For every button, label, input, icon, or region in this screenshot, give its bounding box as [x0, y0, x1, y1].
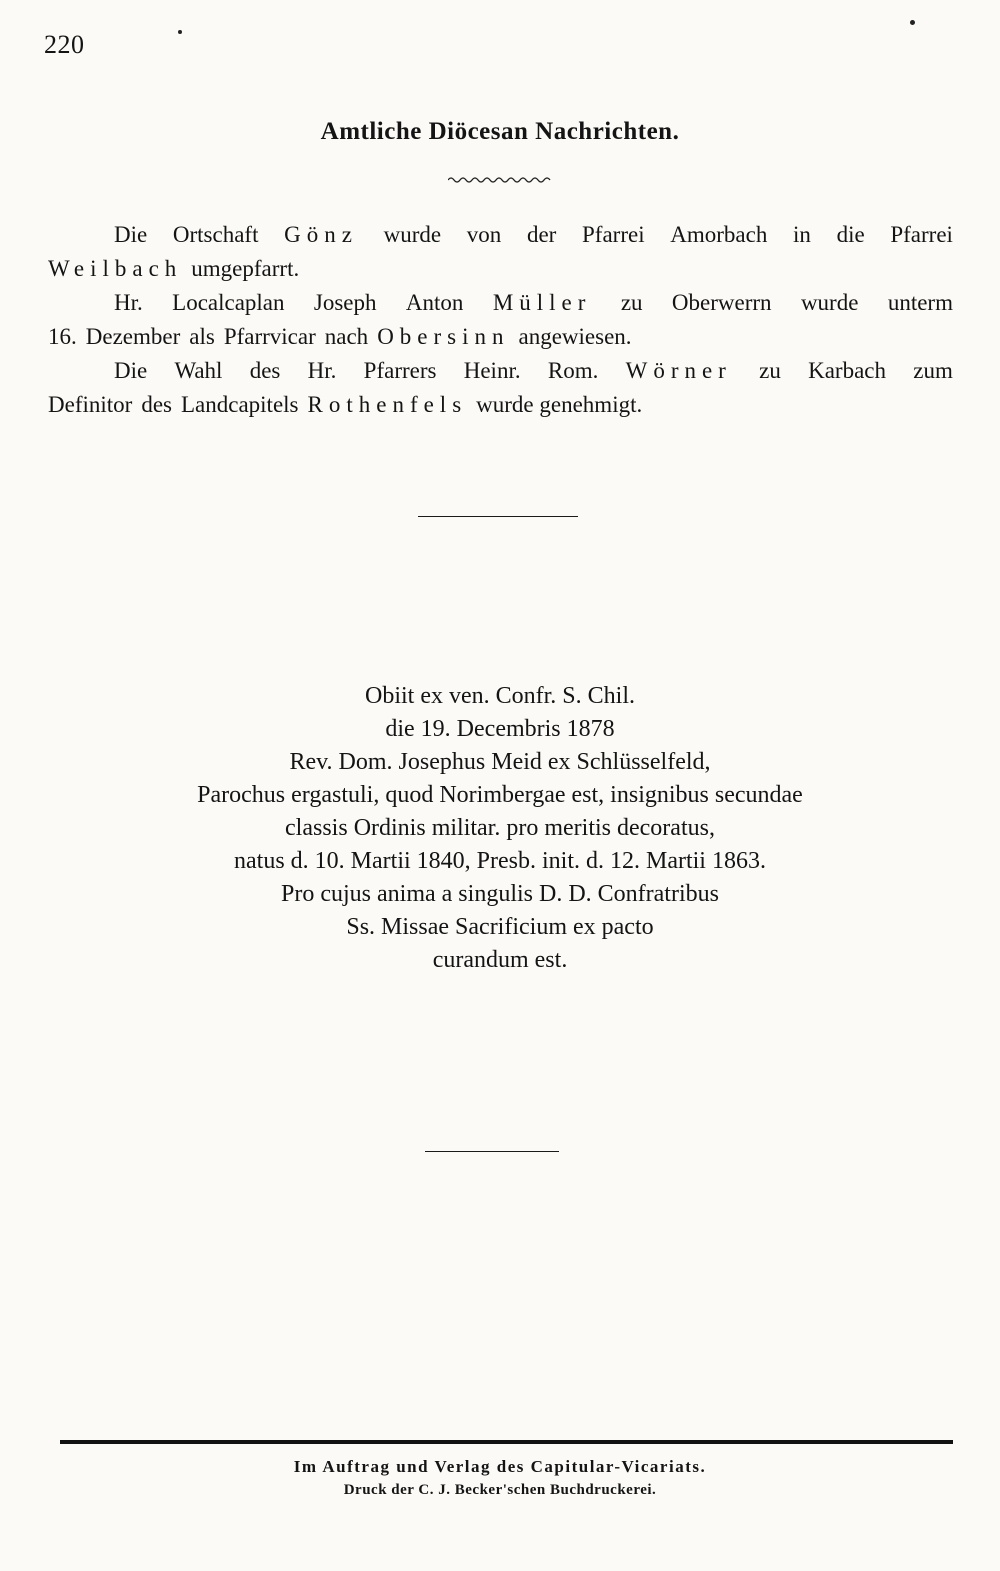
diocesan-notices [48, 218, 953, 422]
obituary-notice [60, 680, 940, 977]
notice-line: 16. Dezember als Pfarrvicar nach Obersinn angewiesen. [48, 324, 632, 349]
imprint-printer: Druck der C. J. Becker'schen Buchdruckerei. [343, 1482, 657, 1498]
notice-line: Definitor des Landcapitels Rothenfels wurde genehmigt. [48, 392, 643, 417]
obituary-line: Parochus ergastuli, quod Norimbergae est, insignibus secundae [197, 782, 803, 808]
obituary-line: Obiit ex ven. Confr. S. Chil. [365, 683, 635, 709]
footer-rule [60, 1440, 953, 1444]
obituary-line: Pro cujus anima a singulis D. D. Confratribus [281, 881, 719, 907]
obituary-line: classis Ordinis militar. pro meritis decoratus, [285, 815, 715, 841]
section-divider [425, 1151, 559, 1152]
notice-line: Weilbach umgepfarrt. [48, 256, 300, 281]
wavy-ornament [448, 176, 552, 184]
obituary-line: curandum est. [432, 947, 568, 973]
ink-speck [178, 30, 182, 34]
ink-speck [910, 20, 915, 25]
section-divider [418, 516, 578, 517]
notice-line: Die Wahl des Hr. Pfarrers Heinr. Rom. Wörner zu Karbach zum [114, 358, 953, 383]
notice-line: Hr. Localcaplan Joseph Anton Müller zu Oberwerrn wurde unterm [114, 290, 953, 315]
notice-line: Die Ortschaft Gönz wurde von der Pfarrei Amorbach in die Pfarrei [114, 222, 953, 247]
imprint-publisher: Im Auftrag und Verlag des Capitular-Vicariats. [293, 1457, 707, 1476]
obituary-line: die 19. Decembris 1878 [385, 716, 615, 742]
obituary-line: natus d. 10. Martii 1840, Presb. init. d. 12. Martii 1863. [234, 848, 766, 874]
obituary-line: Rev. Dom. Josephus Meid ex Schlüsselfeld, [289, 749, 711, 775]
page-number: 220 [44, 30, 85, 59]
obituary-line: Ss. Missae Sacrificium ex pacto [346, 914, 654, 940]
printer-imprint [0, 1455, 1000, 1501]
section-heading: Amtliche Diöcesan Nachrichten. [320, 118, 680, 145]
